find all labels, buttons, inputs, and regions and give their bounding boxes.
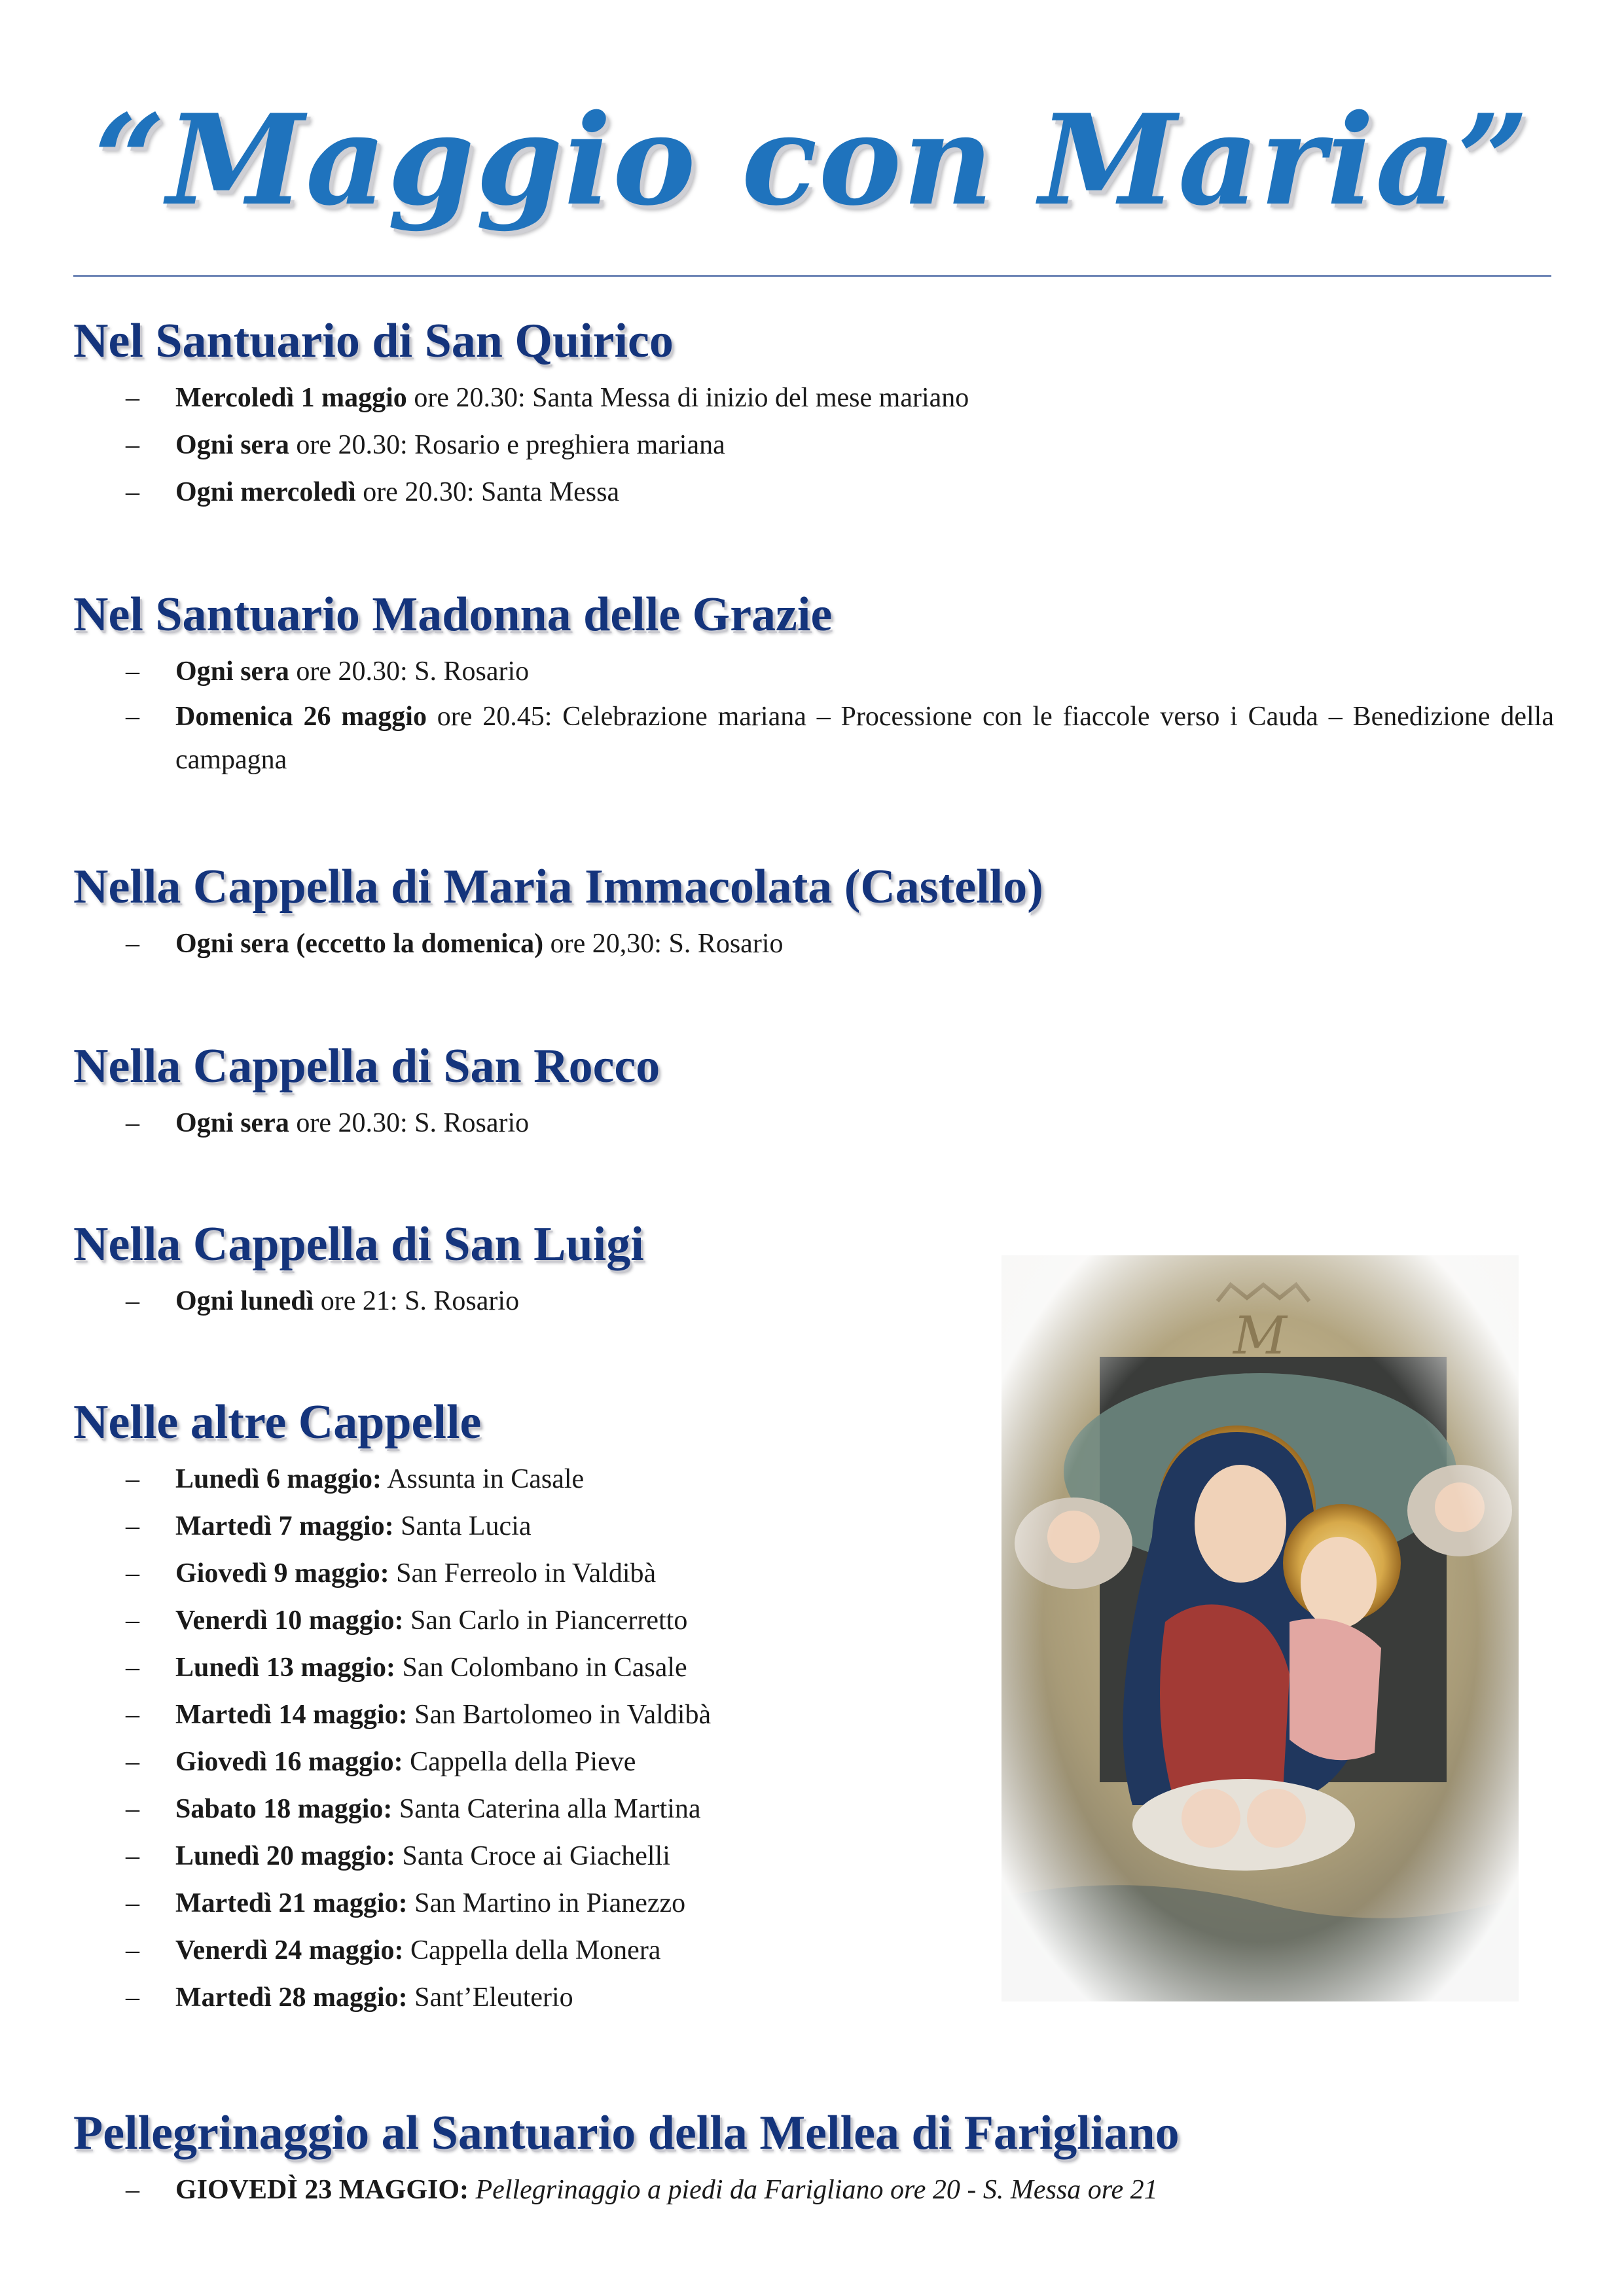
list-item: – Giovedì 16 maggio: Cappella della Pieve bbox=[126, 1747, 636, 1777]
madonna-with-child-painting bbox=[1001, 1255, 1519, 2001]
title-divider bbox=[73, 275, 1551, 277]
section-pellegrinaggio bbox=[73, 2105, 1554, 2214]
section-heading: Nel Santuario di San Quirico bbox=[73, 314, 674, 368]
list-item: – Lunedì 20 maggio: Santa Croce ai Giachelli bbox=[126, 1841, 670, 1871]
list-item: – Lunedì 6 maggio: Assunta in Casale bbox=[126, 1464, 585, 1494]
section-heading: Nelle altre Cappelle bbox=[73, 1395, 482, 1449]
painting-svg bbox=[1001, 1255, 1519, 2001]
list-item: – Martedì 14 maggio: San Bartolomeo in Valdibà bbox=[126, 1700, 712, 1730]
list-item: – Martedì 7 maggio: Santa Lucia bbox=[126, 1511, 532, 1541]
section-altre-cappelle bbox=[73, 1394, 964, 2021]
section-madonna-delle-grazie bbox=[73, 586, 1554, 781]
list-item: – Mercoledì 1 maggio ore 20.30: Santa Messa di inizio del mese mariano bbox=[126, 383, 969, 413]
list-item: – Lunedì 13 maggio: San Colombano in Casale bbox=[126, 1653, 687, 1683]
list-item: – Martedì 28 maggio: Sant’Eleuterio bbox=[126, 1982, 573, 2013]
list-item: – GIOVEDÌ 23 MAGGIO: Pellegrinaggio a piedi da Farigliano ore 20 - S. Messa ore 21 bbox=[126, 2175, 1158, 2205]
section-maria-immacolata bbox=[73, 859, 1554, 967]
list-item: – Ogni sera ore 20.30: S. Rosario bbox=[126, 656, 530, 687]
list-item: – Venerdì 24 maggio: Cappella della Monera bbox=[126, 1935, 661, 1965]
list-item: – Martedì 21 maggio: San Martino in Pianezzo bbox=[126, 1888, 686, 1918]
section-heading: Nella Cappella di San Luigi bbox=[73, 1217, 644, 1271]
list-item: – Ogni sera ore 20.30: Rosario e preghiera mariana bbox=[126, 430, 725, 460]
list-item: – Venerdì 10 maggio: San Carlo in Piancerretto bbox=[126, 1605, 688, 1636]
list-item: – Ogni mercoledì ore 20.30: Santa Messa bbox=[126, 477, 620, 507]
section-heading: Pellegrinaggio al Santuario della Mellea di Farigliano bbox=[73, 2106, 1180, 2160]
section-san-quirico bbox=[73, 313, 1554, 516]
list-item: – Giovedì 9 maggio: San Ferreolo in Valdibà bbox=[126, 1558, 657, 1588]
list-item: – Ogni lunedì ore 21: S. Rosario bbox=[126, 1286, 520, 1316]
section-heading: Nella Cappella di Maria Immacolata (Castello) bbox=[73, 860, 1043, 914]
page-title: “Maggio con Maria” bbox=[94, 87, 1530, 233]
list-item: – Sabato 18 maggio: Santa Caterina alla Martina bbox=[126, 1794, 701, 1824]
list-item: – Domenica 26 maggio ore 20.45: Celebrazione mariana – Processione con le fiaccole verso i Cauda – Benedizione della campagna bbox=[126, 702, 1554, 775]
list-item: – Ogni sera ore 20.30: S. Rosario bbox=[126, 1108, 530, 1138]
section-heading: Nella Cappella di San Rocco bbox=[73, 1039, 660, 1093]
section-heading: Nel Santuario Madonna delle Grazie bbox=[73, 588, 833, 641]
list-item: – Ogni sera (eccetto la domenica) ore 20,30: S. Rosario bbox=[126, 929, 784, 959]
section-san-rocco bbox=[73, 1038, 1554, 1147]
